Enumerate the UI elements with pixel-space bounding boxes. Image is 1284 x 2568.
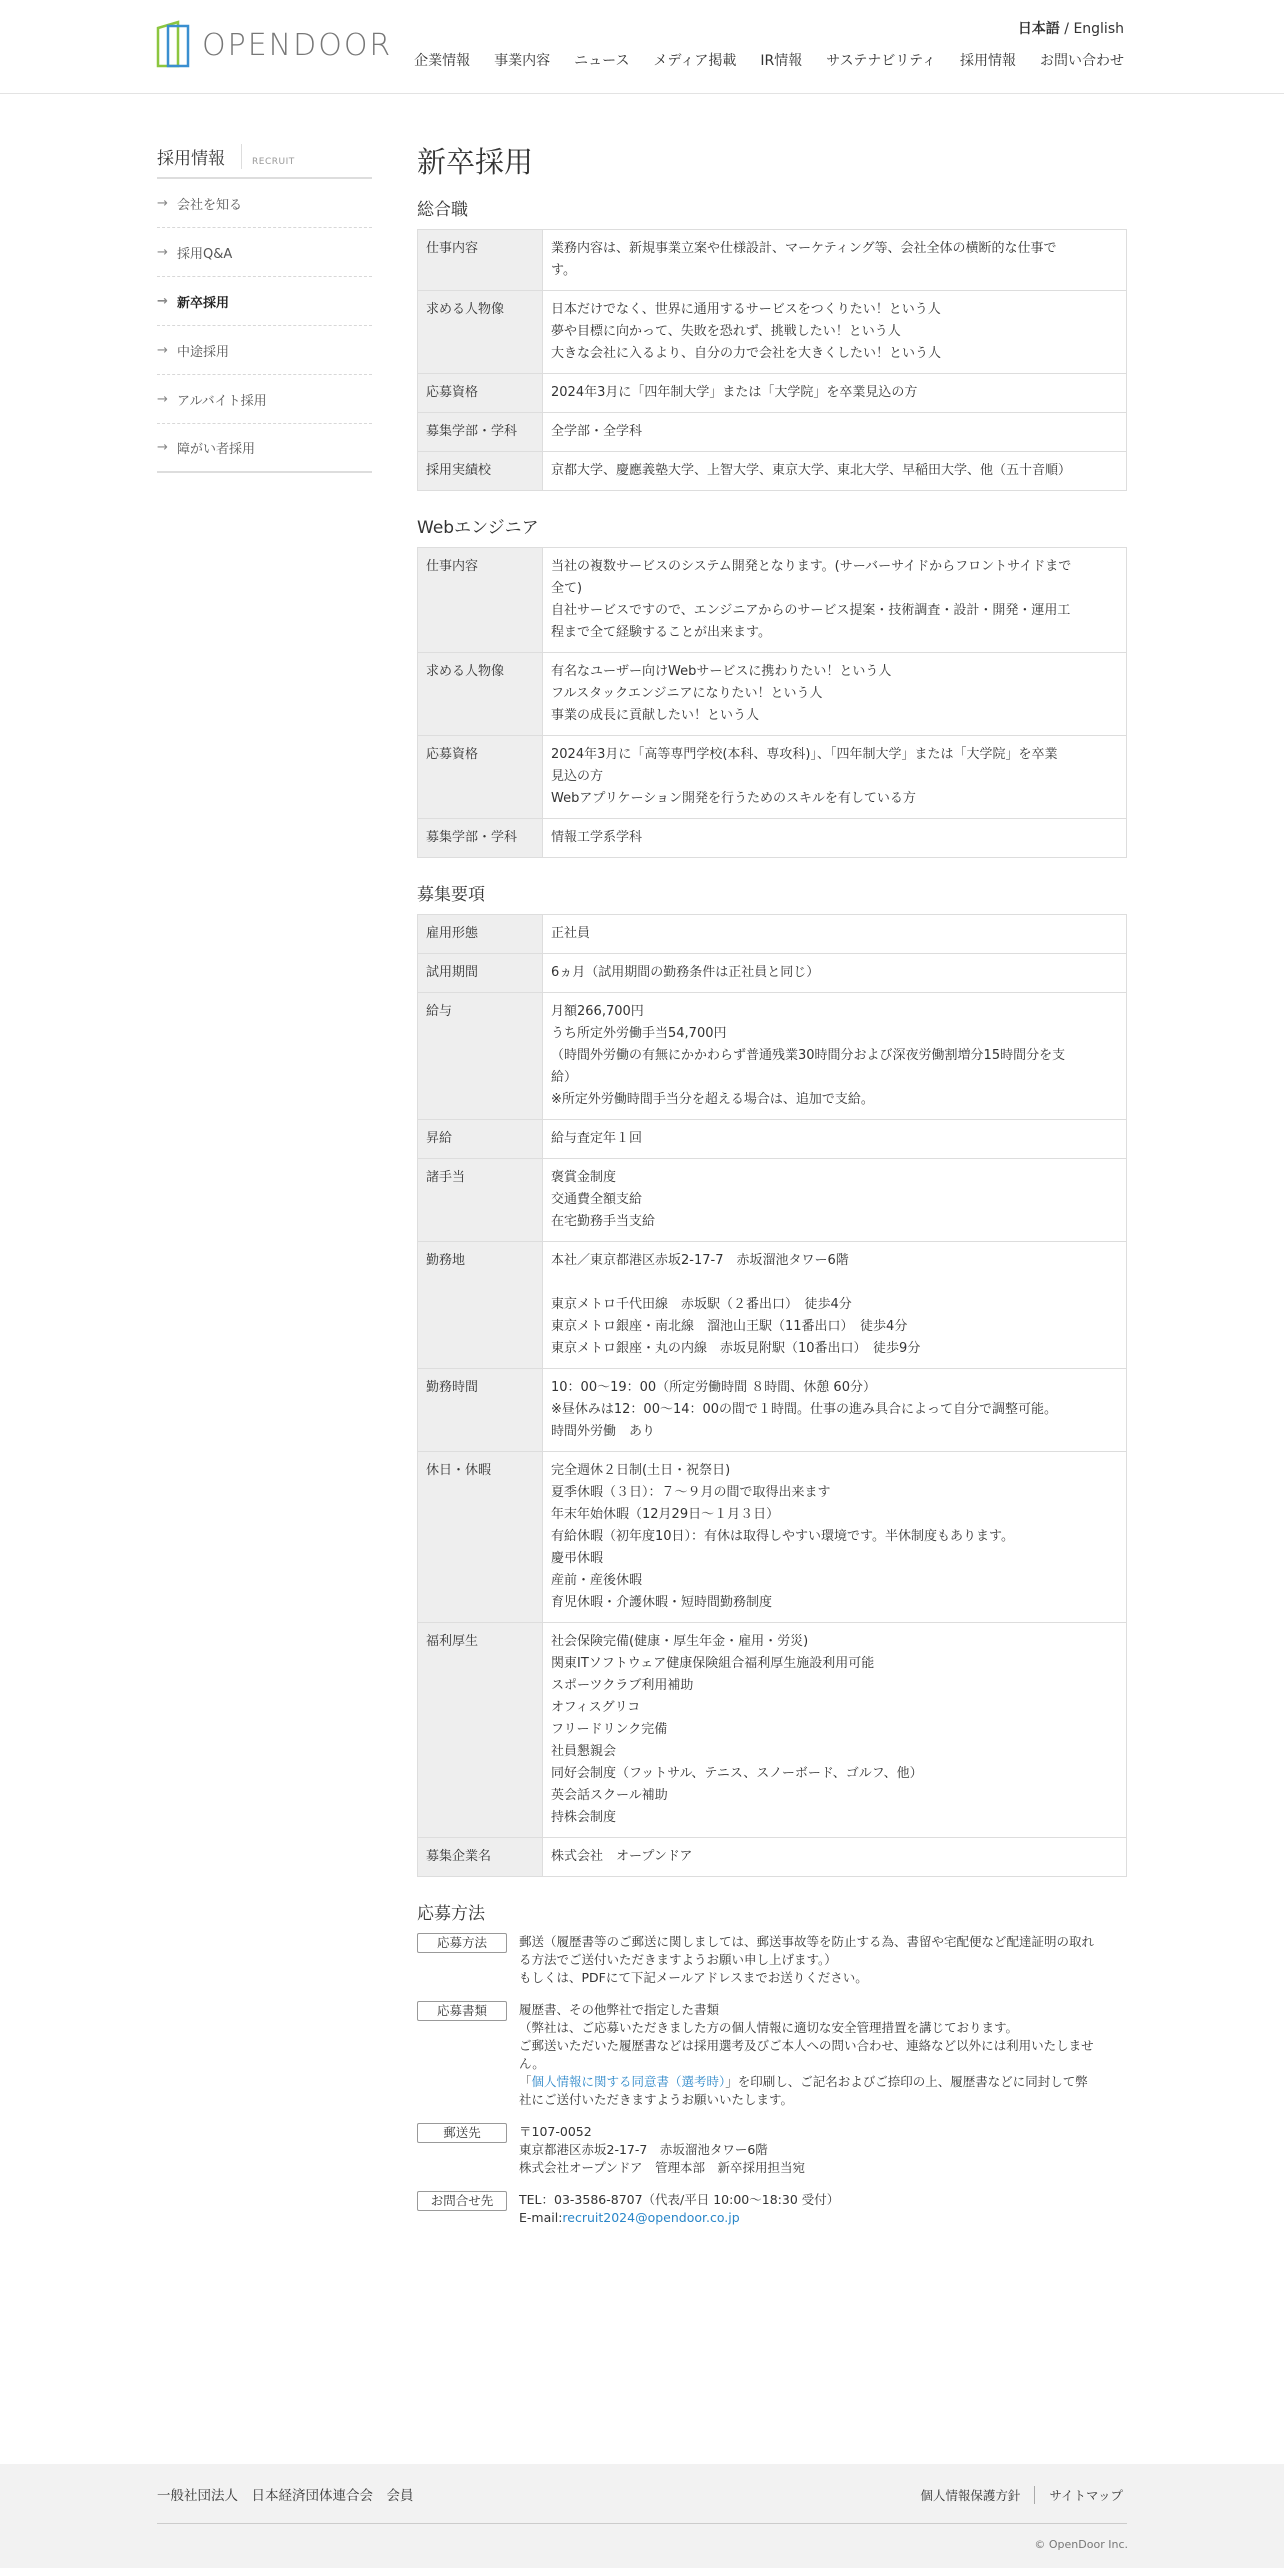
row-value (543, 413, 1127, 452)
contact-tel: TEL：03-3586-8707（代表/平日 10:00～18:30 受付） (519, 2192, 840, 2207)
row-value-line: 慶弔休暇 (551, 1551, 604, 1566)
opendoor-logo[interactable] (156, 20, 392, 70)
row-value-line: 育児休暇・介護休暇・短時間勤務制度 (551, 1595, 773, 1610)
arrow-right-icon: → (157, 342, 168, 358)
row-value (543, 374, 1127, 413)
row-label: 応募資格 (418, 374, 543, 413)
table-row (418, 1838, 1127, 1877)
apply-method-body (519, 1933, 1094, 1987)
contact-email-link[interactable]: recruit2024@opendoor.co.jp (562, 2210, 740, 2225)
row-value-line: ※所定外労働時間手当分を超える場合は、追加で支給。 (551, 1092, 874, 1107)
row-value (543, 736, 1127, 819)
row-value (543, 1242, 1127, 1369)
table-row (418, 653, 1127, 736)
info-table (417, 914, 1127, 1877)
row-value-line: 東京メトロ銀座・丸の内線 赤坂見附駅（10番出口） 徒歩9分 (551, 1341, 921, 1356)
row-value-line: 東京メトロ銀座・南北線 溜池山王駅（11番出口） 徒歩4分 (551, 1319, 908, 1334)
row-value (543, 915, 1127, 954)
table-row (418, 1120, 1127, 1159)
apply-documents-line: ご郵送いただいた履歴書などは採用選考及びご本人への問い合わせ、連絡など以外には利用いたしませ (519, 2038, 1094, 2053)
row-label: 勤務地 (418, 1242, 543, 1369)
row-value-line: 交通費全額支給 (551, 1192, 643, 1207)
section-title: Webエンジニア (417, 518, 539, 538)
row-value-line: 2024年3月に「四年制大学」または「大学院」を卒業見込の方 (551, 385, 918, 400)
row-value-line: 正社員 (551, 926, 591, 941)
row-value (543, 548, 1127, 653)
nav-media[interactable]: メディア掲載 (653, 53, 737, 69)
row-value-line: 給与査定年１回 (551, 1131, 643, 1146)
row-value-line: 日本だけでなく、世界に通用するサービスをつくりたい！という人 (551, 302, 941, 317)
apply-address-row (417, 2123, 1127, 2177)
row-value-line: 見込の方 (551, 769, 604, 784)
table-row (418, 230, 1127, 291)
table-row (418, 1452, 1127, 1623)
row-value-line: 10：00～19：00（所定労働時間 ８時間、休憩 60分） (551, 1380, 876, 1395)
sidebar-title-en: RECRUIT (252, 157, 295, 167)
info-table (417, 229, 1127, 491)
section-title: 募集要項 (417, 885, 485, 905)
row-value-line: オフィスグリコ (551, 1700, 641, 1715)
table-row (418, 1159, 1127, 1242)
row-value-line: 2024年3月に「高等専門学校(本科、専攻科)」、「四年制大学」または「大学院」を卒業 (551, 747, 1058, 762)
apply-method-line: る方法でご送付いただきますようお願い申し上げます。） (519, 1952, 837, 1967)
table-row (418, 1242, 1127, 1369)
table-row (418, 1369, 1127, 1452)
table-row (418, 954, 1127, 993)
info-sections (417, 195, 1127, 1877)
row-value-line: 在宅勤務手当支給 (551, 1214, 656, 1229)
apply-address-body (519, 2123, 805, 2177)
apply-documents-line: 履歴書、その他弊社で指定した書類 (519, 2002, 720, 2017)
nav-recruit[interactable]: 採用情報 (960, 53, 1016, 69)
apply-address-label: 郵送先 (417, 2123, 507, 2143)
address-line: 東京都港区赤坂2-17-7 赤坂溜池タワー6階 (519, 2142, 768, 2157)
row-label: 休日・休暇 (418, 1452, 543, 1623)
row-value (543, 452, 1127, 491)
row-value-line: 本社／東京都港区赤坂2-17-7 赤坂溜池タワー6階 (551, 1253, 849, 1268)
row-value-line: 全学部・全学科 (551, 424, 643, 439)
row-value (543, 230, 1127, 291)
row-value (543, 1838, 1127, 1877)
apply-documents-line: （弊社は、ご応募いただきました方の個人情報に適切な安全管理措置を講じております。 (519, 2020, 1019, 2035)
row-value-line: 株式会社 オープンドア (551, 1849, 693, 1864)
privacy-policy-link[interactable]: 個人情報保護方針 (920, 2488, 1021, 2503)
row-value-line: フルスタックエンジニアになりたい！という人 (551, 686, 823, 701)
arrow-right-icon: → (157, 391, 168, 407)
apply-contact-body (519, 2191, 839, 2227)
table-row (418, 736, 1127, 819)
row-value (543, 653, 1127, 736)
row-value-line: スポーツクラブ利用補助 (551, 1678, 694, 1693)
row-value-line: 大きな会社に入るより、自分の力で会社を大きくしたい！という人 (551, 346, 942, 361)
info-table (417, 547, 1127, 858)
address-line: 株式会社オープンドア 管理本部 新卒採用担当宛 (519, 2160, 806, 2175)
row-label: 雇用形態 (418, 915, 543, 954)
footer-top (157, 2484, 1127, 2524)
sidebar-item-label: 採用Q&A (177, 246, 233, 262)
row-value-line: 京都大学、慶應義塾大学、上智大学、東京大学、東北大学、早稲田大学、他（五十音順） (551, 463, 1072, 478)
site-footer (0, 2464, 1284, 2568)
lang-en-link[interactable]: English (1073, 21, 1124, 37)
row-value-line: 英会話スクール補助 (551, 1788, 668, 1803)
row-value-line: ※昼休みは12：00～14：00の間で１時間。仕事の進み具合によって自分で調整可能。 (551, 1402, 1058, 1417)
row-value-line: 当社の複数サービスのシステム開発となります。(サーバーサイドからフロントサイドまで (551, 559, 1072, 574)
row-value (543, 1120, 1127, 1159)
row-label: 採用実績校 (418, 452, 543, 491)
row-label: 給与 (418, 993, 543, 1120)
row-label: 仕事内容 (418, 230, 543, 291)
apply-documents-label: 応募書類 (417, 2001, 507, 2021)
logo-text: OPENDOOR (202, 27, 393, 63)
language-switcher (1018, 18, 1124, 38)
row-value-line: 自社サービスですので、エンジニアからのサービス提案・技術調査・設計・開発・運用工 (551, 603, 1071, 618)
row-value-line: 社員懇親会 (551, 1744, 617, 1759)
page-title: 新卒採用 (417, 145, 534, 179)
sidebar-item[interactable] (157, 179, 372, 228)
arrow-right-icon: → (157, 195, 168, 211)
sidebar-item[interactable] (157, 277, 372, 326)
apply-documents-consent-line (519, 2073, 1094, 2091)
row-label: 応募資格 (418, 736, 543, 819)
sidebar-item-label: 会社を知る (177, 197, 243, 213)
row-label: 勤務時間 (418, 1369, 543, 1452)
row-label: 試用期間 (418, 954, 543, 993)
sidebar-menu (157, 179, 372, 473)
row-value (543, 291, 1127, 374)
sidebar-item[interactable] (157, 228, 372, 277)
sitemap-link[interactable]: サイトマップ (1034, 2486, 1123, 2504)
row-value (543, 1623, 1127, 1838)
section-title: 総合職 (417, 200, 468, 220)
apply-documents-row (417, 2001, 1127, 2109)
footer-links (906, 2486, 1123, 2504)
table-row (418, 374, 1127, 413)
row-value (543, 819, 1127, 858)
apply-method-row (417, 1933, 1127, 1987)
apply-documents-line: ん。 (519, 2056, 545, 2071)
row-value-line: 全て) (551, 581, 583, 596)
nav-sustainability[interactable]: サステナビリティ (826, 53, 936, 69)
row-value-line: 産前・産後休暇 (551, 1573, 643, 1588)
row-value-line: 月額266,700円 (551, 1004, 644, 1019)
table-row (418, 548, 1127, 653)
row-value-line: 有名なユーザー向けWebサービスに携わりたい！という人 (551, 664, 892, 679)
row-value-line: 夢や目標に向かって、失敗を恐れず、挑戦したい！という人 (551, 324, 901, 339)
global-nav (414, 50, 1124, 70)
row-value-line: 同好会制度（フットサル、テニス、スノーボード、ゴルフ、他） (551, 1766, 923, 1781)
row-value-line: 6ヵ月（試用期間の勤務条件は正社員と同じ） (551, 965, 820, 980)
row-value-line: 完全週休２日制(土日・祝祭日) (551, 1463, 731, 1478)
apply-contact-row (417, 2191, 1127, 2227)
row-value-line: 給） (551, 1070, 578, 1085)
apply-method-label: 応募方法 (417, 1933, 507, 1953)
row-value-line: 情報工学系学科 (551, 830, 643, 845)
table-row (418, 413, 1127, 452)
table-row (418, 915, 1127, 954)
arrow-right-icon: → (157, 293, 168, 309)
sidebar-heading (157, 144, 372, 179)
row-value-line (551, 1272, 1118, 1294)
nav-news[interactable]: ニュース (574, 53, 630, 69)
nav-company[interactable]: 企業情報 (414, 53, 471, 69)
row-value-line: 社会保険完備(健康・厚生年金・雇用・労災) (551, 1634, 809, 1649)
row-label: 求める人物像 (418, 653, 543, 736)
sidebar-title: 採用情報 (157, 144, 242, 169)
apply-section-title: 応募方法 (417, 1904, 485, 1924)
table-row (418, 291, 1127, 374)
row-value-line: 持株会制度 (551, 1810, 617, 1825)
main-content (417, 140, 1127, 2241)
table-row (418, 819, 1127, 858)
row-value-line: 有給休暇（初年度10日）：有休は取得しやすい環境です。半休制度もあります。 (551, 1529, 1014, 1544)
row-value-line: 夏季休暇（３日）：７～９月の間で取得出来ます (551, 1485, 831, 1500)
nav-ir[interactable]: IR情報 (760, 53, 803, 69)
nav-business[interactable]: 事業内容 (494, 53, 551, 69)
row-value-line: 程まで全て経験することが出来ます。 (551, 625, 771, 640)
row-label: 仕事内容 (418, 548, 543, 653)
apply-contact-label: お問合せ先 (417, 2191, 507, 2211)
table-row (418, 993, 1127, 1120)
row-value-line: 事業の成長に貢献したい！という人 (551, 708, 760, 723)
nav-contact[interactable]: お問い合わせ (1040, 53, 1124, 69)
row-value-line: （時間外労働の有無にかかわらず普通残業30時間分および深夜労働割増分15時間分を支 (551, 1048, 1066, 1063)
row-value (543, 1159, 1127, 1242)
row-label: 諸手当 (418, 1159, 543, 1242)
row-value-line: す。 (551, 263, 576, 278)
sidebar (157, 144, 372, 473)
contact-email-line (519, 2209, 839, 2227)
email-prefix: E-mail: (519, 2210, 563, 2225)
row-label: 募集学部・学科 (418, 413, 543, 452)
row-value-line: 東京メトロ千代田線 赤坂駅（２番出口） 徒歩4分 (551, 1297, 852, 1312)
sidebar-item[interactable] (157, 375, 372, 424)
sidebar-item[interactable] (157, 326, 372, 375)
row-value-line: 業務内容は、新規事業立案や仕様設計、マーケティング等、会社全体の横断的な仕事で (551, 241, 1057, 256)
copyright: © OpenDoor Inc. (1034, 2538, 1128, 2551)
lang-separator: / (1059, 21, 1074, 37)
consent-line-rest: 」を印刷し、ご記名およびご捺印の上、履歴書などに同封して弊 (725, 2074, 1088, 2089)
lang-ja-link[interactable]: 日本語 (1017, 21, 1060, 37)
row-value-line: 褒賞金制度 (551, 1170, 617, 1185)
row-label: 昇給 (418, 1120, 543, 1159)
arrow-right-icon: → (157, 440, 168, 455)
row-label: 募集学部・学科 (418, 819, 543, 858)
table-row (418, 452, 1127, 491)
row-value (543, 1452, 1127, 1623)
consent-bracket-open: 「 (519, 2074, 532, 2089)
row-value-line: 時間外労働 あり (551, 1424, 656, 1439)
address-line: 〒107-0052 (519, 2124, 592, 2139)
door-logo-icon (156, 20, 192, 70)
apply-method-line: 郵送（履歴書等のご郵送に関しましては、郵送事故等を防止する為、書留や宅配便など配達証明の取れ (519, 1934, 1095, 1949)
row-value (543, 1369, 1127, 1452)
row-value-line: うち所定外労働手当54,700円 (551, 1026, 727, 1041)
row-value-line: 年末年始休暇（12月29日～１月３日） (551, 1507, 780, 1522)
footer-membership: 一般社団法人 日本経済団体連合会 会員 (157, 2488, 414, 2504)
sidebar-item-label: 中途採用 (177, 344, 230, 360)
row-value-line: フリードリンク完備 (551, 1722, 668, 1737)
row-label: 募集企業名 (418, 1838, 543, 1877)
sidebar-item[interactable] (157, 424, 372, 473)
row-value (543, 993, 1127, 1120)
table-row (418, 1623, 1127, 1838)
row-label: 福利厚生 (418, 1623, 543, 1838)
row-label: 求める人物像 (418, 291, 543, 374)
row-value (543, 954, 1127, 993)
sidebar-item-label: 新卒採用 (177, 295, 230, 311)
site-header (0, 0, 1284, 94)
consent-form-link[interactable]: 個人情報に関する同意書（選考時） (531, 2074, 726, 2089)
sidebar-item-label: 障がい者採用 (177, 442, 256, 457)
row-value-line: Webアプリケーション開発を行うためのスキルを有している方 (551, 791, 916, 806)
apply-documents-body (519, 2001, 1094, 2109)
sidebar-item-label: アルバイト採用 (177, 393, 267, 409)
row-value-line: 関東ITソフトウェア健康保険組合福利厚生施設利用可能 (551, 1656, 875, 1671)
arrow-right-icon: → (157, 244, 168, 260)
apply-method-line: もしくは、PDFにて下記メールアドレスまでお送りください。 (519, 1970, 868, 1985)
apply-documents-line: 社にご送付いただきますようお願いいたします。 (519, 2092, 794, 2107)
apply-section (417, 1899, 1127, 2227)
